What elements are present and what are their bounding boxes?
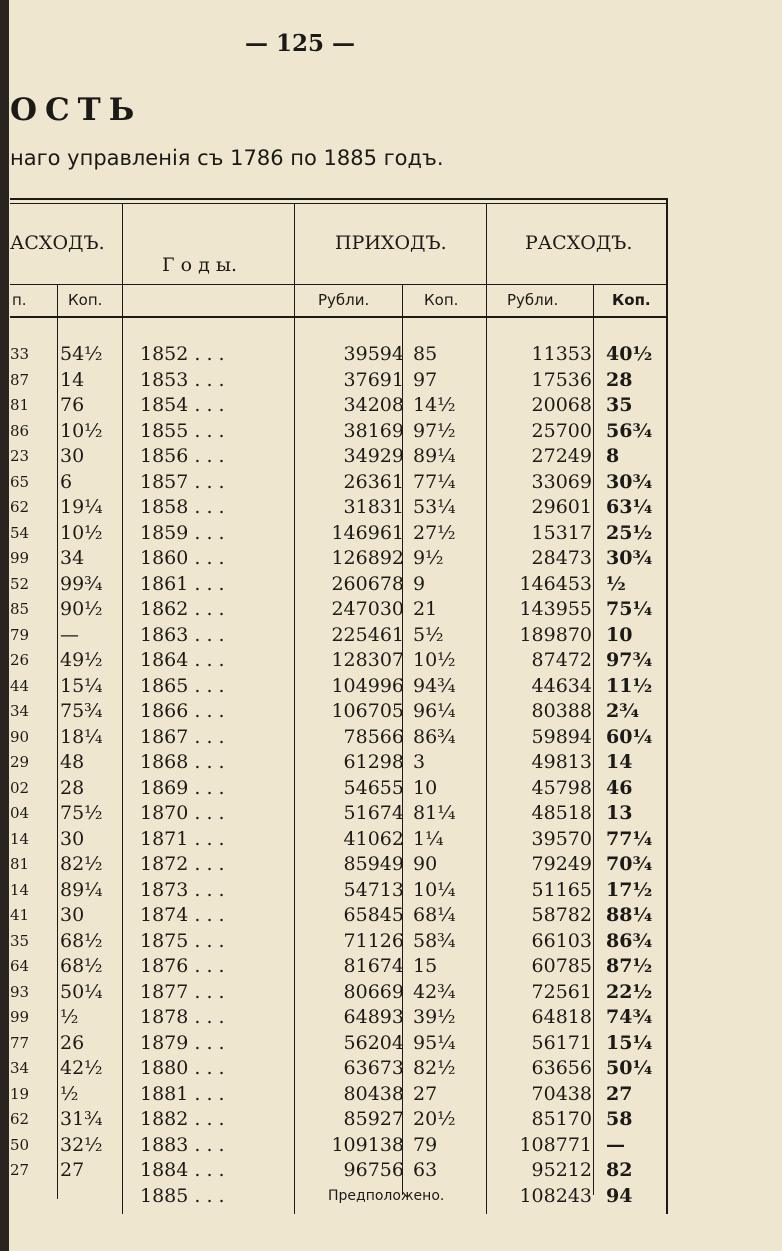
expense-rubles-cell: 39570 <box>531 827 592 850</box>
left-kopeks-cell: 30 <box>60 445 85 467</box>
income-rubles-cell: 85927 <box>343 1108 404 1130</box>
year-cell: 1885 . . . <box>140 1184 225 1207</box>
left-rubles-fragment-cell: 54 <box>10 523 30 542</box>
left-kopeks-cell: 76 <box>60 394 85 416</box>
table-row <box>10 1005 670 1031</box>
table-row <box>10 623 670 649</box>
table-row <box>10 1056 670 1082</box>
expense-rubles-cell: 29601 <box>531 496 592 518</box>
table-row <box>10 572 670 598</box>
left-rubles-fragment-cell: 81 <box>10 396 30 414</box>
left-rubles-fragment-cell: 87 <box>10 370 30 389</box>
header-divider <box>10 284 668 285</box>
income-kopeks-cell: 10½ <box>413 649 456 671</box>
table-row <box>10 342 670 368</box>
expense-rubles-cell: 58782 <box>531 904 592 926</box>
table-row <box>10 1158 670 1184</box>
left-kopeks-cell: 49½ <box>60 649 103 671</box>
left-kopeks-cell: 75½ <box>60 802 103 824</box>
year-cell: 1852 . . . <box>140 343 225 365</box>
table-row <box>10 954 670 980</box>
expense-kopeks-cell: 86¾ <box>606 929 653 952</box>
expense-rubles-cell: 60785 <box>531 955 592 977</box>
income-rubles-cell: 80669 <box>343 980 404 1003</box>
expense-kopeks-cell: 35 <box>606 394 633 416</box>
year-cell: 1865 . . . <box>140 674 225 697</box>
left-rubles-fragment-cell: 14 <box>10 829 30 848</box>
subheader-rashod-rub: Рубли. <box>507 291 559 309</box>
expense-kopeks-cell: 14 <box>606 751 633 773</box>
left-kopeks-cell: 18¼ <box>60 725 103 748</box>
income-kopeks-cell: 21 <box>413 598 438 620</box>
left-rubles-fragment-cell: 64 <box>10 957 30 975</box>
income-kopeks-cell: 9½ <box>413 547 444 569</box>
income-kopeks-cell: 96¼ <box>413 700 456 722</box>
left-kopeks-cell: 34 <box>60 547 85 569</box>
left-rubles-fragment-cell: 65 <box>10 472 30 491</box>
expense-rubles-cell: 143955 <box>519 598 592 620</box>
income-kopeks-cell: 58¾ <box>413 929 456 952</box>
left-rubles-fragment-cell: 34 <box>10 1059 30 1077</box>
left-rubles-fragment-cell: 33 <box>10 345 30 363</box>
table-row <box>10 419 670 445</box>
income-rubles-cell: 126892 <box>331 547 404 569</box>
income-rubles-cell: 85949 <box>343 853 404 875</box>
income-rubles-cell: 128307 <box>331 649 404 671</box>
left-rubles-fragment-cell: 19 <box>10 1084 30 1103</box>
table-row <box>10 393 670 419</box>
expense-rubles-cell: 28473 <box>531 547 592 569</box>
table-row <box>10 878 670 904</box>
expense-rubles-cell: 108243 <box>519 1184 592 1207</box>
expense-kopeks-cell: 25½ <box>606 521 653 544</box>
left-rubles-fragment-cell: 79 <box>10 625 30 644</box>
left-rubles-fragment-cell: 23 <box>10 447 30 465</box>
left-kopeks-cell: 82½ <box>60 853 103 875</box>
income-rubles-cell: 63673 <box>343 1057 404 1079</box>
expense-kopeks-cell: 87½ <box>606 955 653 977</box>
expense-rubles-cell: 80388 <box>531 700 592 722</box>
header-rashod: РАСХОДЪ. <box>525 232 633 254</box>
subheader-left-kop: Коп. <box>68 291 103 309</box>
header-years: Г о д ы. <box>162 254 237 276</box>
year-cell: 1873 . . . <box>140 878 225 901</box>
income-rubles-cell: 41062 <box>343 827 404 850</box>
expense-rubles-cell: 79249 <box>531 853 592 875</box>
expense-kopeks-cell: 28 <box>606 368 633 391</box>
left-kopeks-cell: 26 <box>60 1031 85 1054</box>
table-row <box>10 546 670 572</box>
left-kopeks-cell: ½ <box>60 1082 79 1105</box>
expense-kopeks-cell: 97¾ <box>606 649 653 671</box>
income-kopeks-cell: 53¼ <box>413 496 456 518</box>
year-cell: 1876 . . . <box>140 955 225 977</box>
year-cell: 1882 . . . <box>140 1108 225 1130</box>
left-kopeks-cell: 15¼ <box>60 674 103 697</box>
left-kopeks-cell: 19¼ <box>60 496 103 518</box>
expense-kopeks-cell: 30¾ <box>606 470 653 493</box>
table-row <box>10 852 670 878</box>
expense-kopeks-cell: 75¼ <box>606 598 653 620</box>
table-row <box>10 801 670 827</box>
expense-rubles-cell: 15317 <box>531 521 592 544</box>
expense-kopeks-cell: 88¼ <box>606 904 653 926</box>
year-cell: 1883 . . . <box>140 1133 225 1156</box>
page-subtitle: наго управленія съ 1786 по 1885 годъ. <box>10 146 444 170</box>
left-kopeks-cell: ½ <box>60 1006 79 1028</box>
year-cell: 1868 . . . <box>140 751 225 773</box>
expense-kopeks-cell: 58 <box>606 1108 633 1130</box>
income-kopeks-cell: 20½ <box>413 1108 456 1130</box>
header-prihod: ПРИХОДЪ. <box>335 232 447 254</box>
year-cell: 1867 . . . <box>140 725 225 748</box>
left-rubles-fragment-cell: 41 <box>10 906 30 924</box>
year-cell: 1859 . . . <box>140 521 225 544</box>
expense-rubles-cell: 49813 <box>531 751 592 773</box>
income-rubles-cell: 71126 <box>343 929 404 952</box>
expense-rubles-cell: 27249 <box>531 445 592 467</box>
expense-rubles-cell: 146453 <box>519 572 592 595</box>
table-row <box>10 929 670 955</box>
year-cell: 1860 . . . <box>140 547 225 569</box>
income-kopeks-cell: 1¼ <box>413 827 444 850</box>
left-rubles-fragment-cell: 81 <box>10 855 30 873</box>
year-cell: 1857 . . . <box>140 470 225 493</box>
income-kopeks-cell: 14½ <box>413 394 456 416</box>
year-cell: 1864 . . . <box>140 649 225 671</box>
income-rubles-cell: 26361 <box>343 470 404 493</box>
expense-rubles-cell: 85170 <box>531 1108 592 1130</box>
income-kopeks-cell: 95¼ <box>413 1031 456 1054</box>
expense-rubles-cell: 63656 <box>531 1057 592 1079</box>
expense-kopeks-cell: 17½ <box>606 878 653 901</box>
table-row <box>10 368 670 394</box>
left-kopeks-cell: 30 <box>60 904 85 926</box>
expense-kopeks-cell: 46 <box>606 776 633 799</box>
income-kopeks-cell: 63 <box>413 1159 438 1181</box>
year-cell: 1861 . . . <box>140 572 225 595</box>
left-kopeks-cell: 28 <box>60 776 85 799</box>
income-kopeks-cell: 82½ <box>413 1057 456 1079</box>
year-cell: 1879 . . . <box>140 1031 225 1054</box>
subheader-prihod-kop: Коп. <box>424 291 459 309</box>
expense-rubles-cell: 189870 <box>519 623 592 646</box>
left-rubles-fragment-cell: 04 <box>10 804 30 822</box>
income-kopeks-cell: 27½ <box>413 521 456 544</box>
left-kopeks-cell: 14 <box>60 368 85 391</box>
year-cell: 1875 . . . <box>140 929 225 952</box>
expense-rubles-cell: 66103 <box>531 929 592 952</box>
left-rubles-fragment-cell: 14 <box>10 880 30 899</box>
expense-kopeks-cell: 40½ <box>606 343 653 365</box>
year-cell: 1871 . . . <box>140 827 225 850</box>
income-rubles-cell: 109138 <box>331 1133 404 1156</box>
page-number: — 125 — <box>244 30 356 57</box>
expense-rubles-cell: 72561 <box>531 980 592 1003</box>
income-kopeks-cell: 97½ <box>413 419 456 442</box>
table-top-rule-thin <box>10 203 668 204</box>
income-kopeks-cell: 68¼ <box>413 904 456 926</box>
expense-kopeks-cell: 56¾ <box>606 419 653 442</box>
header-left-rashod: АСХОДЪ. <box>10 232 105 254</box>
income-rubles-cell: 54655 <box>343 776 404 799</box>
expense-kopeks-cell: 74¾ <box>606 1006 653 1028</box>
expense-rubles-cell: 25700 <box>531 419 592 442</box>
left-rubles-fragment-cell: 34 <box>10 702 30 720</box>
left-kopeks-cell: 68½ <box>60 955 103 977</box>
income-rubles-cell: 39594 <box>343 343 404 365</box>
expense-rubles-cell: 20068 <box>531 394 592 416</box>
table-row <box>10 470 670 496</box>
year-cell: 1866 . . . <box>140 700 225 722</box>
left-rubles-fragment-cell: 44 <box>10 676 30 695</box>
expense-kopeks-cell: 10 <box>606 623 633 646</box>
year-cell: 1862 . . . <box>140 598 225 620</box>
left-kopeks-cell: — <box>60 623 79 646</box>
table-row <box>10 1133 670 1159</box>
income-kopeks-cell: 39½ <box>413 1006 456 1028</box>
income-kopeks-cell: 79 <box>413 1133 438 1156</box>
left-kopeks-cell: 54½ <box>60 343 103 365</box>
income-kopeks-cell: 90 <box>413 853 438 875</box>
expense-kopeks-cell: 77¼ <box>606 827 653 850</box>
left-kopeks-cell: 30 <box>60 827 85 850</box>
income-kopeks-cell: 89¼ <box>413 445 456 467</box>
left-kopeks-cell: 32½ <box>60 1133 103 1156</box>
left-rubles-fragment-cell: 35 <box>10 931 30 950</box>
expense-kopeks-cell: 63¼ <box>606 496 653 518</box>
income-rubles-cell: 34929 <box>343 445 404 467</box>
table-row <box>10 674 670 700</box>
left-kopeks-cell: 99¾ <box>60 572 103 595</box>
table-row <box>10 597 670 623</box>
table-row <box>10 1031 670 1057</box>
left-kopeks-cell: 50¼ <box>60 980 103 1003</box>
income-kopeks-cell: 3 <box>413 751 426 773</box>
table-row <box>10 521 670 547</box>
table-row <box>10 776 670 802</box>
page-title: ОСТЬ <box>10 92 143 128</box>
left-rubles-fragment-cell: 27 <box>10 1161 30 1179</box>
expense-kopeks-cell: 50¼ <box>606 1057 653 1079</box>
subheader-divider <box>10 316 668 318</box>
table-top-rule <box>10 198 668 200</box>
subheader-left-rub: п. <box>12 291 27 309</box>
income-rubles-cell: 106705 <box>331 700 404 722</box>
income-kopeks-cell: 94¾ <box>413 674 456 697</box>
expense-kopeks-cell: ½ <box>606 572 626 595</box>
expense-rubles-cell: 33069 <box>531 470 592 493</box>
left-rubles-fragment-cell: 02 <box>10 778 30 797</box>
table-row <box>10 648 670 674</box>
left-rubles-fragment-cell: 77 <box>10 1033 30 1052</box>
income-rubles-cell: 61298 <box>343 751 404 773</box>
income-rubles-cell: 81674 <box>343 955 404 977</box>
expense-kopeks-cell: — <box>606 1133 625 1156</box>
income-kopeks-cell: 10 <box>413 776 438 799</box>
left-kopeks-cell: 10½ <box>60 521 103 544</box>
year-cell: 1884 . . . <box>140 1159 225 1181</box>
left-rubles-fragment-cell: 90 <box>10 727 30 746</box>
year-cell: 1872 . . . <box>140 853 225 875</box>
table-row <box>10 903 670 929</box>
income-rubles-cell: 37691 <box>343 368 404 391</box>
expense-rubles-cell: 17536 <box>531 368 592 391</box>
table-row <box>10 1082 670 1108</box>
expense-rubles-cell: 59894 <box>531 725 592 748</box>
income-rubles-cell: 51674 <box>343 802 404 824</box>
income-kopeks-cell: 81¼ <box>413 802 456 824</box>
expense-rubles-cell: 95212 <box>531 1159 592 1181</box>
income-kopeks-cell: 5½ <box>413 623 444 646</box>
expense-rubles-cell: 11353 <box>531 343 592 365</box>
table-row <box>10 980 670 1006</box>
left-kopeks-cell: 48 <box>60 751 85 773</box>
income-rubles-cell: 64893 <box>343 1006 404 1028</box>
expense-kopeks-cell: 22½ <box>606 980 653 1003</box>
income-rubles-cell: 104996 <box>331 674 404 697</box>
left-kopeks-cell: 10½ <box>60 419 103 442</box>
left-rubles-fragment-cell: 26 <box>10 651 30 669</box>
income-kopeks-cell: 42¾ <box>413 980 456 1003</box>
year-cell: 1881 . . . <box>140 1082 225 1105</box>
income-rubles-cell: 38169 <box>343 419 404 442</box>
estimate-note-cell: Предположено. <box>328 1187 445 1204</box>
subheader-prihod-rub: Рубли. <box>318 291 370 309</box>
left-kopeks-cell: 6 <box>60 470 73 493</box>
left-rubles-fragment-cell: 86 <box>10 421 30 440</box>
income-kopeks-cell: 77¼ <box>413 470 456 493</box>
subheader-rashod-kop: Коп. <box>612 291 651 309</box>
expense-kopeks-cell: 94 <box>606 1184 633 1207</box>
income-rubles-cell: 78566 <box>343 725 404 748</box>
expense-kopeks-cell: 11½ <box>606 674 653 697</box>
expense-kopeks-cell: 27 <box>606 1082 633 1105</box>
year-cell: 1858 . . . <box>140 496 225 518</box>
left-rubles-fragment-cell: 85 <box>10 600 30 618</box>
expense-rubles-cell: 108771 <box>519 1133 592 1156</box>
page-edge <box>0 0 9 1251</box>
expense-rubles-cell: 87472 <box>531 649 592 671</box>
left-kopeks-cell: 42½ <box>60 1057 103 1079</box>
table-body <box>10 342 670 1209</box>
income-rubles-cell: 247030 <box>331 598 404 620</box>
expense-rubles-cell: 56171 <box>531 1031 592 1054</box>
left-rubles-fragment-cell: 62 <box>10 1110 30 1128</box>
income-rubles-cell: 260678 <box>331 572 404 595</box>
expense-kopeks-cell: 2¾ <box>606 700 640 722</box>
left-kopeks-cell: 27 <box>60 1159 85 1181</box>
year-cell: 1853 . . . <box>140 368 225 391</box>
left-kopeks-cell: 75¾ <box>60 700 103 722</box>
table-row <box>10 725 670 751</box>
income-kopeks-cell: 97 <box>413 368 438 391</box>
expense-rubles-cell: 70438 <box>531 1082 592 1105</box>
income-rubles-cell: 31831 <box>343 496 404 518</box>
income-kopeks-cell: 9 <box>413 572 426 595</box>
table-row <box>10 495 670 521</box>
year-cell: 1869 . . . <box>140 776 225 799</box>
table-row-last <box>10 1184 670 1210</box>
expense-kopeks-cell: 8 <box>606 445 620 467</box>
year-cell: 1874 . . . <box>140 904 225 926</box>
year-cell: 1854 . . . <box>140 394 225 416</box>
left-kopeks-cell: 90½ <box>60 598 103 620</box>
income-kopeks-cell: 15 <box>413 955 438 977</box>
left-kopeks-cell: 89¼ <box>60 878 103 901</box>
expense-kopeks-cell: 15¼ <box>606 1031 653 1054</box>
table-row <box>10 1107 670 1133</box>
expense-kopeks-cell: 30¾ <box>606 547 653 569</box>
income-rubles-cell: 34208 <box>343 394 404 416</box>
income-kopeks-cell: 27 <box>413 1082 438 1105</box>
year-cell: 1855 . . . <box>140 419 225 442</box>
expense-kopeks-cell: 60¼ <box>606 725 653 748</box>
left-rubles-fragment-cell: 99 <box>10 549 30 567</box>
income-rubles-cell: 65845 <box>343 904 404 926</box>
expense-rubles-cell: 44634 <box>531 674 592 697</box>
expense-rubles-cell: 51165 <box>531 878 592 901</box>
expense-rubles-cell: 45798 <box>531 776 592 799</box>
left-kopeks-cell: 68½ <box>60 929 103 952</box>
left-rubles-fragment-cell: 99 <box>10 1008 30 1026</box>
year-cell: 1863 . . . <box>140 623 225 646</box>
income-rubles-cell: 225461 <box>331 623 404 646</box>
expense-kopeks-cell: 82 <box>606 1159 633 1181</box>
year-cell: 1880 . . . <box>140 1057 225 1079</box>
expense-kopeks-cell: 13 <box>606 802 633 824</box>
expense-kopeks-cell: 70¾ <box>606 853 653 875</box>
left-rubles-fragment-cell: 93 <box>10 982 30 1001</box>
year-cell: 1877 . . . <box>140 980 225 1003</box>
income-kopeks-cell: 86¾ <box>413 725 456 748</box>
table-row <box>10 750 670 776</box>
table-row <box>10 827 670 853</box>
income-rubles-cell: 56204 <box>343 1031 404 1054</box>
income-rubles-cell: 96756 <box>343 1159 404 1181</box>
income-rubles-cell: 54713 <box>343 878 404 901</box>
left-rubles-fragment-cell: 29 <box>10 753 30 771</box>
left-rubles-fragment-cell: 50 <box>10 1135 30 1154</box>
year-cell: 1856 . . . <box>140 445 225 467</box>
left-kopeks-cell: 31¾ <box>60 1108 103 1130</box>
year-cell: 1878 . . . <box>140 1006 225 1028</box>
expense-rubles-cell: 48518 <box>531 802 592 824</box>
income-kopeks-cell: 10¼ <box>413 878 456 901</box>
table-row <box>10 699 670 725</box>
income-rubles-cell: 80438 <box>343 1082 404 1105</box>
table-row <box>10 444 670 470</box>
left-rubles-fragment-cell: 62 <box>10 498 30 516</box>
income-kopeks-cell: 85 <box>413 343 438 365</box>
expense-rubles-cell: 64818 <box>531 1006 592 1028</box>
year-cell: 1870 . . . <box>140 802 225 824</box>
left-rubles-fragment-cell: 52 <box>10 574 30 593</box>
income-rubles-cell: 146961 <box>331 521 404 544</box>
